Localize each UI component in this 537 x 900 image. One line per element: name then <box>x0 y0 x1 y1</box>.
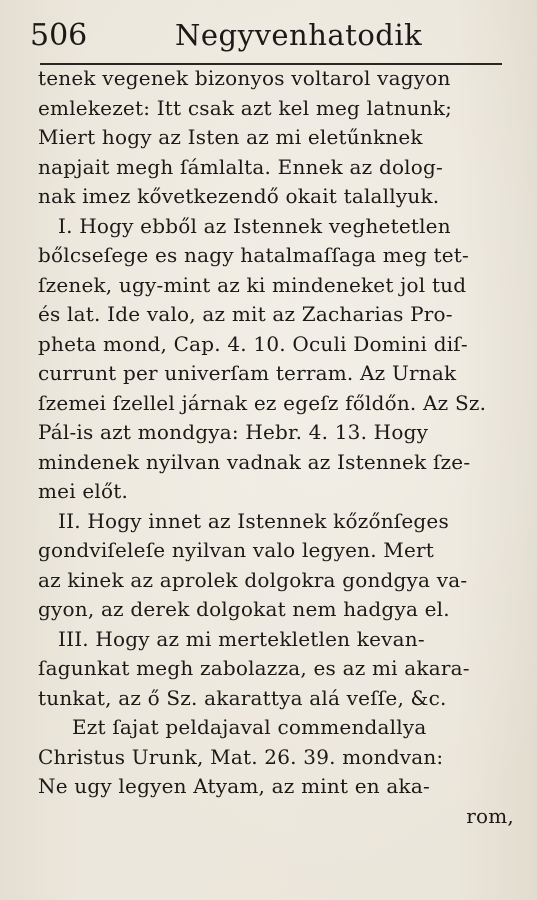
text-line: tenek vegenek bizonyos voltarol vagyon <box>38 66 451 90</box>
text-line: és lat. Ide valo, az mit az Zacharias Pro- <box>38 302 453 326</box>
text-line: currunt per univerſam terram. Az Urnak <box>38 361 457 385</box>
text-line: ſzemei ſzellel járnak ez egeſz főldőn. Az Sz. <box>38 390 487 415</box>
text-line: gondviſeleſe nyilvan valo legyen. Mert <box>38 538 435 562</box>
text-line: mei előt. <box>38 479 129 503</box>
page-header <box>30 14 500 54</box>
text-line: mindenek nyilvan vadnak az Istennek ſze- <box>38 449 471 474</box>
text-line: tunkat, az ő Sz. akarattya alá veſſe, &c. <box>38 685 447 710</box>
text-line: nak imez kővetkezendő okait talallyuk. <box>38 184 440 208</box>
text-line: Ne ugy legyen Atyam, az mint en aka- <box>38 774 430 798</box>
running-head: Negyvenhatodik <box>175 18 423 52</box>
text-line: Ezt ſajat peldajaval commendallya <box>72 715 427 739</box>
text-line: III. Hogy az mi mertekletlen kevan- <box>58 626 425 651</box>
text-line: pheta mond, Cap. 4. 10. Oculi Domini diſ- <box>38 331 468 356</box>
text-line: gyon, az derek dolgokat nem hadgya el. <box>38 597 450 621</box>
text-line: napjait megh ſámlalta. Ennek az dolog- <box>38 154 443 179</box>
text-line: Christus Urunk, Mat. 26. 39. mondvan: <box>38 744 444 769</box>
page-number: 506 <box>30 18 88 53</box>
text-line: az kinek az aprolek dolgokra gondgya va- <box>38 567 468 592</box>
text-line: bőlcseſege es nagy hatalmaſſaga meg tet- <box>38 243 469 267</box>
text-line: emlekezet: Itt csak azt kel meg latnunk; <box>38 95 453 120</box>
body-text <box>38 64 518 831</box>
text-line: I. Hogy ebből az Istennek veghetetlen <box>58 213 451 238</box>
catchword: rom, <box>466 803 514 828</box>
text-line: II. Hogy innet az Istennek kőzőnſeges <box>58 508 449 533</box>
text-line: ſagunkat megh zabolazza, es az mi akara- <box>38 656 470 680</box>
text-line: Miert hogy az Isten az mi eletűnknek <box>38 125 423 149</box>
text-line: Pál-is azt mondgya: Hebr. 4. 13. Hogy <box>38 420 429 444</box>
text-line: ſzenek, ugy-mint az ki mindeneket jol tud <box>38 272 467 297</box>
